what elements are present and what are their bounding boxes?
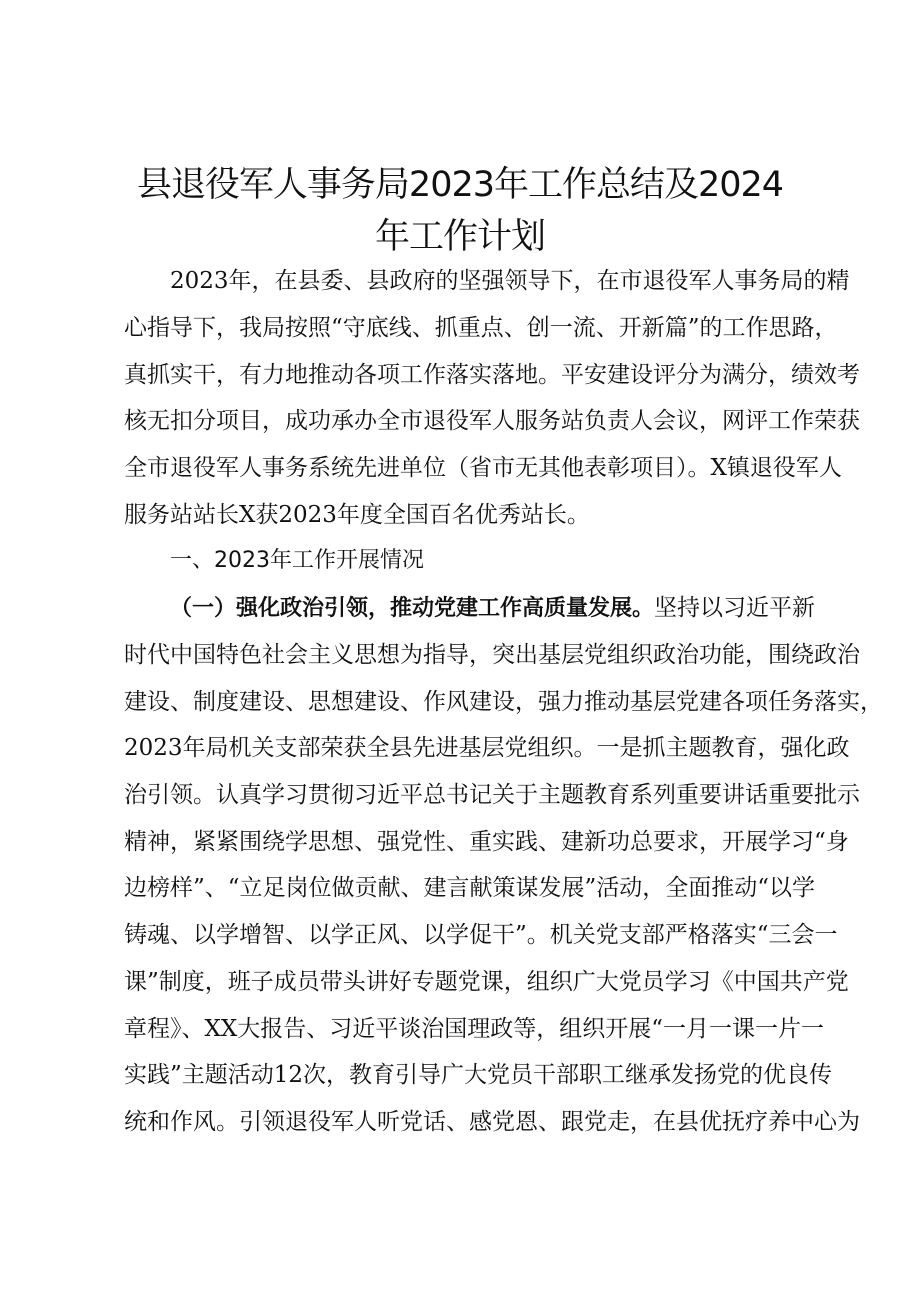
section-heading: 一、2023年工作开展情况 [170, 548, 424, 573]
intro-line: 心指导下，我局按照“守底线、抓重点、创一流、开新篇”的工作思路， [124, 315, 838, 341]
subsection-line: 边榜样”、“立足岗位做贡献、建言献策谋发展”活动，全面推动“以学 [124, 875, 816, 901]
document-title-line-2: 年工作计划 [374, 217, 545, 257]
intro-line: 全市退役军人事务系统先进单位（省市无其他表彰项目）。X镇退役军人 [124, 455, 842, 481]
subsection-line: 铸魂、以学增智、以学正风、以学促干”。机关党支部严格落实“三会一 [124, 922, 838, 948]
subsection-line: 统和作风。引领退役军人听党话、感党恩、跟党走，在县优抚疗养中心为 [124, 1109, 860, 1135]
subsection-line: 2023年局机关支部荣获全县先进基层党组织。一是抓主题教育，强化政 [124, 735, 850, 761]
subsection-first-line-rest: 坚持以习近平新 [654, 595, 816, 621]
intro-line: 服务站站长X获2023年度全国百名优秀站长。 [124, 502, 590, 528]
subsection-line: 精神，紧紧围绕学思想、强党性、重实践、建新功总要求，开展学习“身 [124, 829, 849, 855]
subsection-line: 治引领。认真学习贯彻习近平总书记关于主题教育系列重要讲话重要批示 [124, 782, 860, 808]
subsection-first-line [170, 593, 816, 624]
intro-line: 核无扣分项目，成功承办全市退役军人服务站负责人会议，网评工作荣获 [124, 408, 860, 434]
document-title-line-1: 县退役军人事务局2023年工作总结及2024 [136, 165, 784, 205]
intro-line: 真抓实干，有力地推动各项工作落实落地。平安建设评分为满分，绩效考 [124, 362, 860, 388]
subsection-line: 课”制度，班子成员带头讲好专题党课，组织广大党员学习《中国共产党 [124, 969, 849, 995]
intro-line: 2023年，在县委、县政府的坚强领导下，在市退役军人事务局的精 [170, 268, 850, 294]
subsection-line: 实践”主题活动12次，教育引导广大党员干部职工继承发扬党的优良传 [124, 1062, 833, 1088]
subsection-line: 建设、制度建设、思想建设、作风建设，强力推动基层党建各项任务落实， [124, 689, 883, 715]
subsection-bold-lead: （一）强化政治引领，推动党建工作高质量发展。 [170, 596, 655, 621]
subsection-line: 时代中国特色社会主义思想为指导，突出基层党组织政治功能，围绕政治 [124, 642, 860, 668]
subsection-line: 章程》、XX大报告、习近平谈治国理政等，组织开展“一月一课一片一 [124, 1016, 825, 1042]
